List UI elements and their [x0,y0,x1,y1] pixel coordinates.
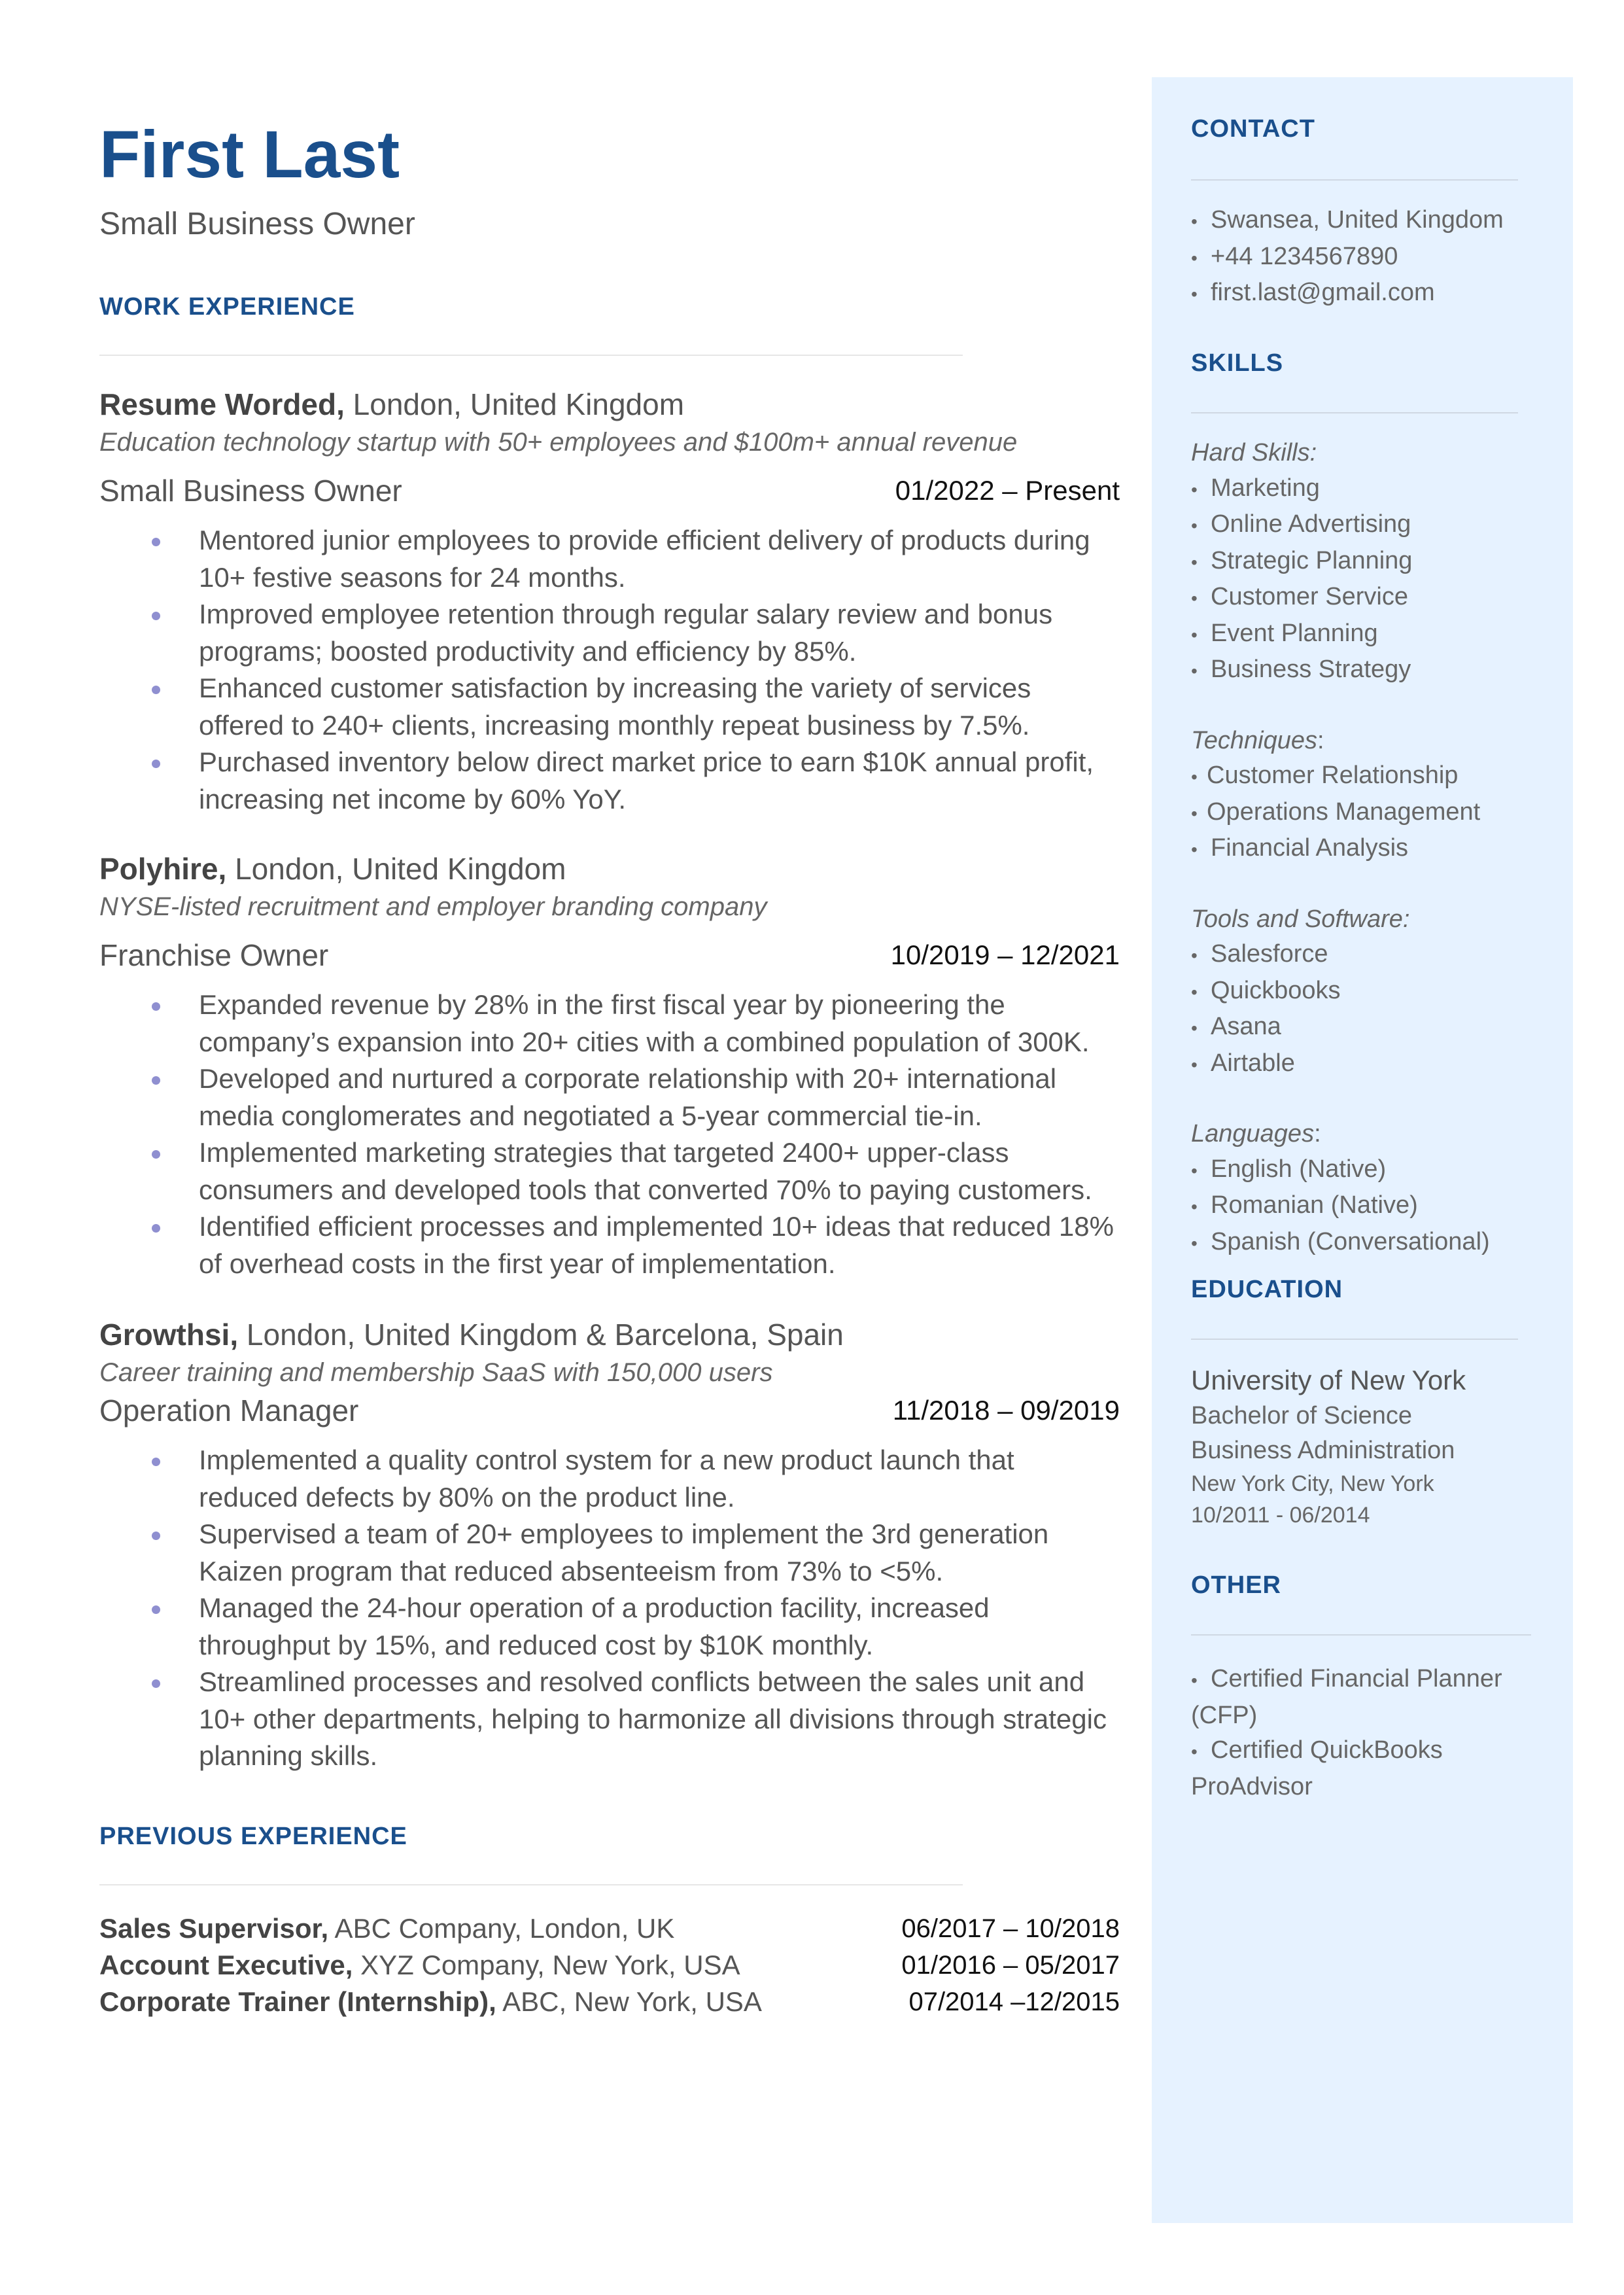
bullet-icon: • [1191,552,1198,572]
company-name: Polyhire, [99,852,227,886]
contact-phone: • +44 1234567890 [1191,239,1544,276]
previous-role-row [99,1947,1120,1984]
certification-item: • Certified Financial Planner (CFP) [1191,1662,1531,1733]
bullet-icon: • [1191,981,1198,1002]
candidate-name: First Last [99,117,400,192]
bullet-icon: • [1191,945,1198,966]
bullet-icon: • [1191,1197,1198,1217]
education-dates: 10/2011 - 06/2014 [1191,1503,1370,1528]
bullet-item: Mentored junior employees to provide efficient delivery of products during 10+ festive seasons for 24 months. [99,522,1120,596]
bullet-icon: • [1191,839,1198,860]
company-location: London, United Kingdom [344,387,685,421]
field-of-study: Business Administration [1191,1437,1455,1464]
bullet-icon: • [1191,247,1198,268]
previous-role: Sales Supervisor, [99,1913,329,1944]
job-dates: 01/2022 – Present [895,475,1120,506]
company-line [99,849,1120,888]
previous-role: Account Executive, [99,1950,353,1980]
languages-label: Languages: [1191,1120,1321,1148]
company-line [99,385,1120,424]
divider [99,355,963,356]
bullet-icon: • [1191,479,1198,500]
bullet-icon: • [1191,1233,1198,1253]
bullet-icon: • [1191,1742,1198,1762]
bullet-dot-icon [152,538,160,546]
job-role: Small Business Owner [99,474,402,508]
contact-list [1191,203,1544,312]
bullet-icon: • [1191,588,1198,608]
skills-list [1191,436,1544,1261]
bullet-dot-icon [152,1458,160,1466]
sidebar [1152,77,1573,2223]
divider [1191,179,1518,181]
contact-location: • Swansea, United Kingdom [1191,203,1544,239]
job-entry [99,1315,1120,1775]
role-row [99,1391,1120,1430]
certification-item: • Certified QuickBooks ProAdvisor [1191,1733,1531,1804]
role-row [99,936,1120,975]
bullet-item: Enhanced customer satisfaction by increasing the variety of services offered to 240+ clients, increasing monthly repeat business by 7.5%. [99,670,1120,744]
previous-dates: 06/2017 – 10/2018 [901,1914,1120,1943]
previous-dates: 01/2016 – 05/2017 [901,1951,1120,1980]
education-block [1191,1362,1544,1531]
previous-role: Corporate Trainer (Internship), [99,1986,496,2017]
job-entry [99,849,1120,1282]
language-item: • English (Native) [1191,1152,1544,1189]
bullet-dot-icon [152,760,160,768]
job-entry [99,385,1120,818]
previous-company: XYZ Company, New York, USA [353,1950,740,1980]
candidate-title: Small Business Owner [99,207,415,241]
skill-item: • Financial Analysis [1191,831,1544,867]
previous-experience-heading: PREVIOUS EXPERIENCE [99,1823,407,1850]
bullet-dot-icon [152,686,160,694]
skill-item: • Customer Relationship [1191,758,1544,795]
hard-skills-label: Hard Skills: [1191,439,1317,466]
company-description: Education technology startup with 50+ employees and $100m+ annual revenue [99,428,1018,457]
school-name: University of New York [1191,1365,1466,1395]
bullet-icon: • [1191,767,1198,787]
bullet-dot-icon [152,612,160,620]
other-list [1191,1662,1531,1804]
degree: Bachelor of Science [1191,1402,1412,1429]
previous-experience-list [99,1910,1120,2020]
language-item: • Romanian (Native) [1191,1188,1544,1225]
company-location: London, United Kingdom [226,852,566,886]
company-name: Growthsi, [99,1318,239,1352]
bullet-dot-icon [152,1605,160,1614]
bullet-icon: • [1191,1670,1198,1691]
company-description: NYSE-listed recruitment and employer branding company [99,892,767,921]
company-name: Resume Worded, [99,387,345,421]
bullet-dot-icon [152,1532,160,1540]
school-location: New York City, New York [1191,1471,1434,1496]
job-dates: 10/2019 – 12/2021 [890,939,1120,970]
work-experience-heading: WORK EXPERIENCE [99,293,355,321]
bullet-item: Purchased inventory below direct market price to earn $10K annual profit, increasing net income by 60% YoY. [99,744,1120,818]
education-heading: EDUCATION [1191,1276,1343,1303]
skill-item: • Asana [1191,1009,1544,1046]
role-row [99,471,1120,510]
previous-company: ABC Company, London, UK [328,1913,675,1944]
divider [1191,1339,1518,1340]
company-location: London, United Kingdom & Barcelona, Spain [238,1318,844,1352]
skill-item: • Customer Service [1191,580,1544,616]
techniques-label: Techniques: [1191,726,1324,754]
skill-item: • Event Planning [1191,616,1544,653]
other-heading: OTHER [1191,1571,1281,1599]
bullet-item: Managed the 24-hour operation of a production facility, increased throughput by 15%, and reduced cost by $10K monthly. [99,1590,1120,1664]
skill-item: • Quickbooks [1191,973,1544,1010]
previous-role-row [99,1984,1120,2020]
job-dates: 11/2018 – 09/2019 [892,1395,1120,1426]
previous-role-row [99,1910,1120,1947]
skill-item: • Online Advertising [1191,507,1544,544]
tools-label: Tools and Software: [1191,905,1410,933]
skill-item: • Operations Management [1191,795,1544,832]
skills-heading: SKILLS [1191,349,1284,377]
divider [1191,1634,1531,1636]
bullet-dot-icon [152,1076,160,1085]
bullet-icon: • [1191,803,1198,824]
divider [99,1884,963,1885]
bullet-icon: • [1191,284,1198,304]
bullet-list [99,987,1120,1282]
bullet-list [99,522,1120,818]
skill-item: • Strategic Planning [1191,544,1544,580]
skill-item: • Salesforce [1191,937,1544,973]
bullet-item: Implemented marketing strategies that targeted 2400+ upper-class consumers and developed tools that converted 70% to paying customers. [99,1134,1120,1208]
previous-dates: 07/2014 –12/2015 [908,1988,1120,2016]
job-role: Operation Manager [99,1393,359,1428]
skill-item: • Airtable [1191,1046,1544,1083]
bullet-dot-icon [152,1150,160,1159]
bullet-icon: • [1191,211,1198,232]
bullet-item: Improved employee retention through regular salary review and bonus programs; boosted productivity and efficiency by 85%. [99,596,1120,670]
contact-heading: CONTACT [1191,115,1315,143]
bullet-item: Streamlined processes and resolved conflicts between the sales unit and 10+ other departments, helping to harmonize all divisions through strategic planning skills. [99,1664,1120,1775]
bullet-item: Implemented a quality control system for a new product launch that reduced defects by 80% on the product line. [99,1442,1120,1516]
bullet-icon: • [1191,516,1198,536]
bullet-dot-icon [152,1224,160,1233]
company-description: Career training and membership SaaS with 150,000 users [99,1358,773,1387]
previous-company: ABC, New York, USA [496,1986,762,2017]
job-role: Franchise Owner [99,938,329,972]
bullet-item: Expanded revenue by 28% in the first fiscal year by pioneering the company’s expansion into 20+ cities with a combined population of 300K. [99,987,1120,1060]
skill-item: • Marketing [1191,471,1544,508]
company-line [99,1315,1120,1354]
bullet-dot-icon [152,1679,160,1688]
bullet-item: Supervised a team of 20+ employees to implement the 3rd generation Kaizen program that reduced absenteeism from 73% to <5%. [99,1516,1120,1590]
bullet-icon: • [1191,1160,1198,1181]
bullet-icon: • [1191,661,1198,681]
contact-email: • first.last@gmail.com [1191,275,1544,312]
bullet-icon: • [1191,624,1198,645]
bullet-icon: • [1191,1018,1198,1038]
language-item: • Spanish (Conversational) [1191,1225,1544,1261]
bullet-dot-icon [152,1002,160,1011]
divider [1191,412,1518,413]
skill-item: • Business Strategy [1191,652,1544,689]
bullet-icon: • [1191,1054,1198,1075]
bullet-list [99,1442,1120,1775]
bullet-item: Identified efficient processes and implemented 10+ ideas that reduced 18% of overhead costs in the first year of implementation. [99,1208,1120,1282]
bullet-item: Developed and nurtured a corporate relationship with 20+ international media conglomerates and negotiated a 5-year commercial tie-in. [99,1060,1120,1134]
